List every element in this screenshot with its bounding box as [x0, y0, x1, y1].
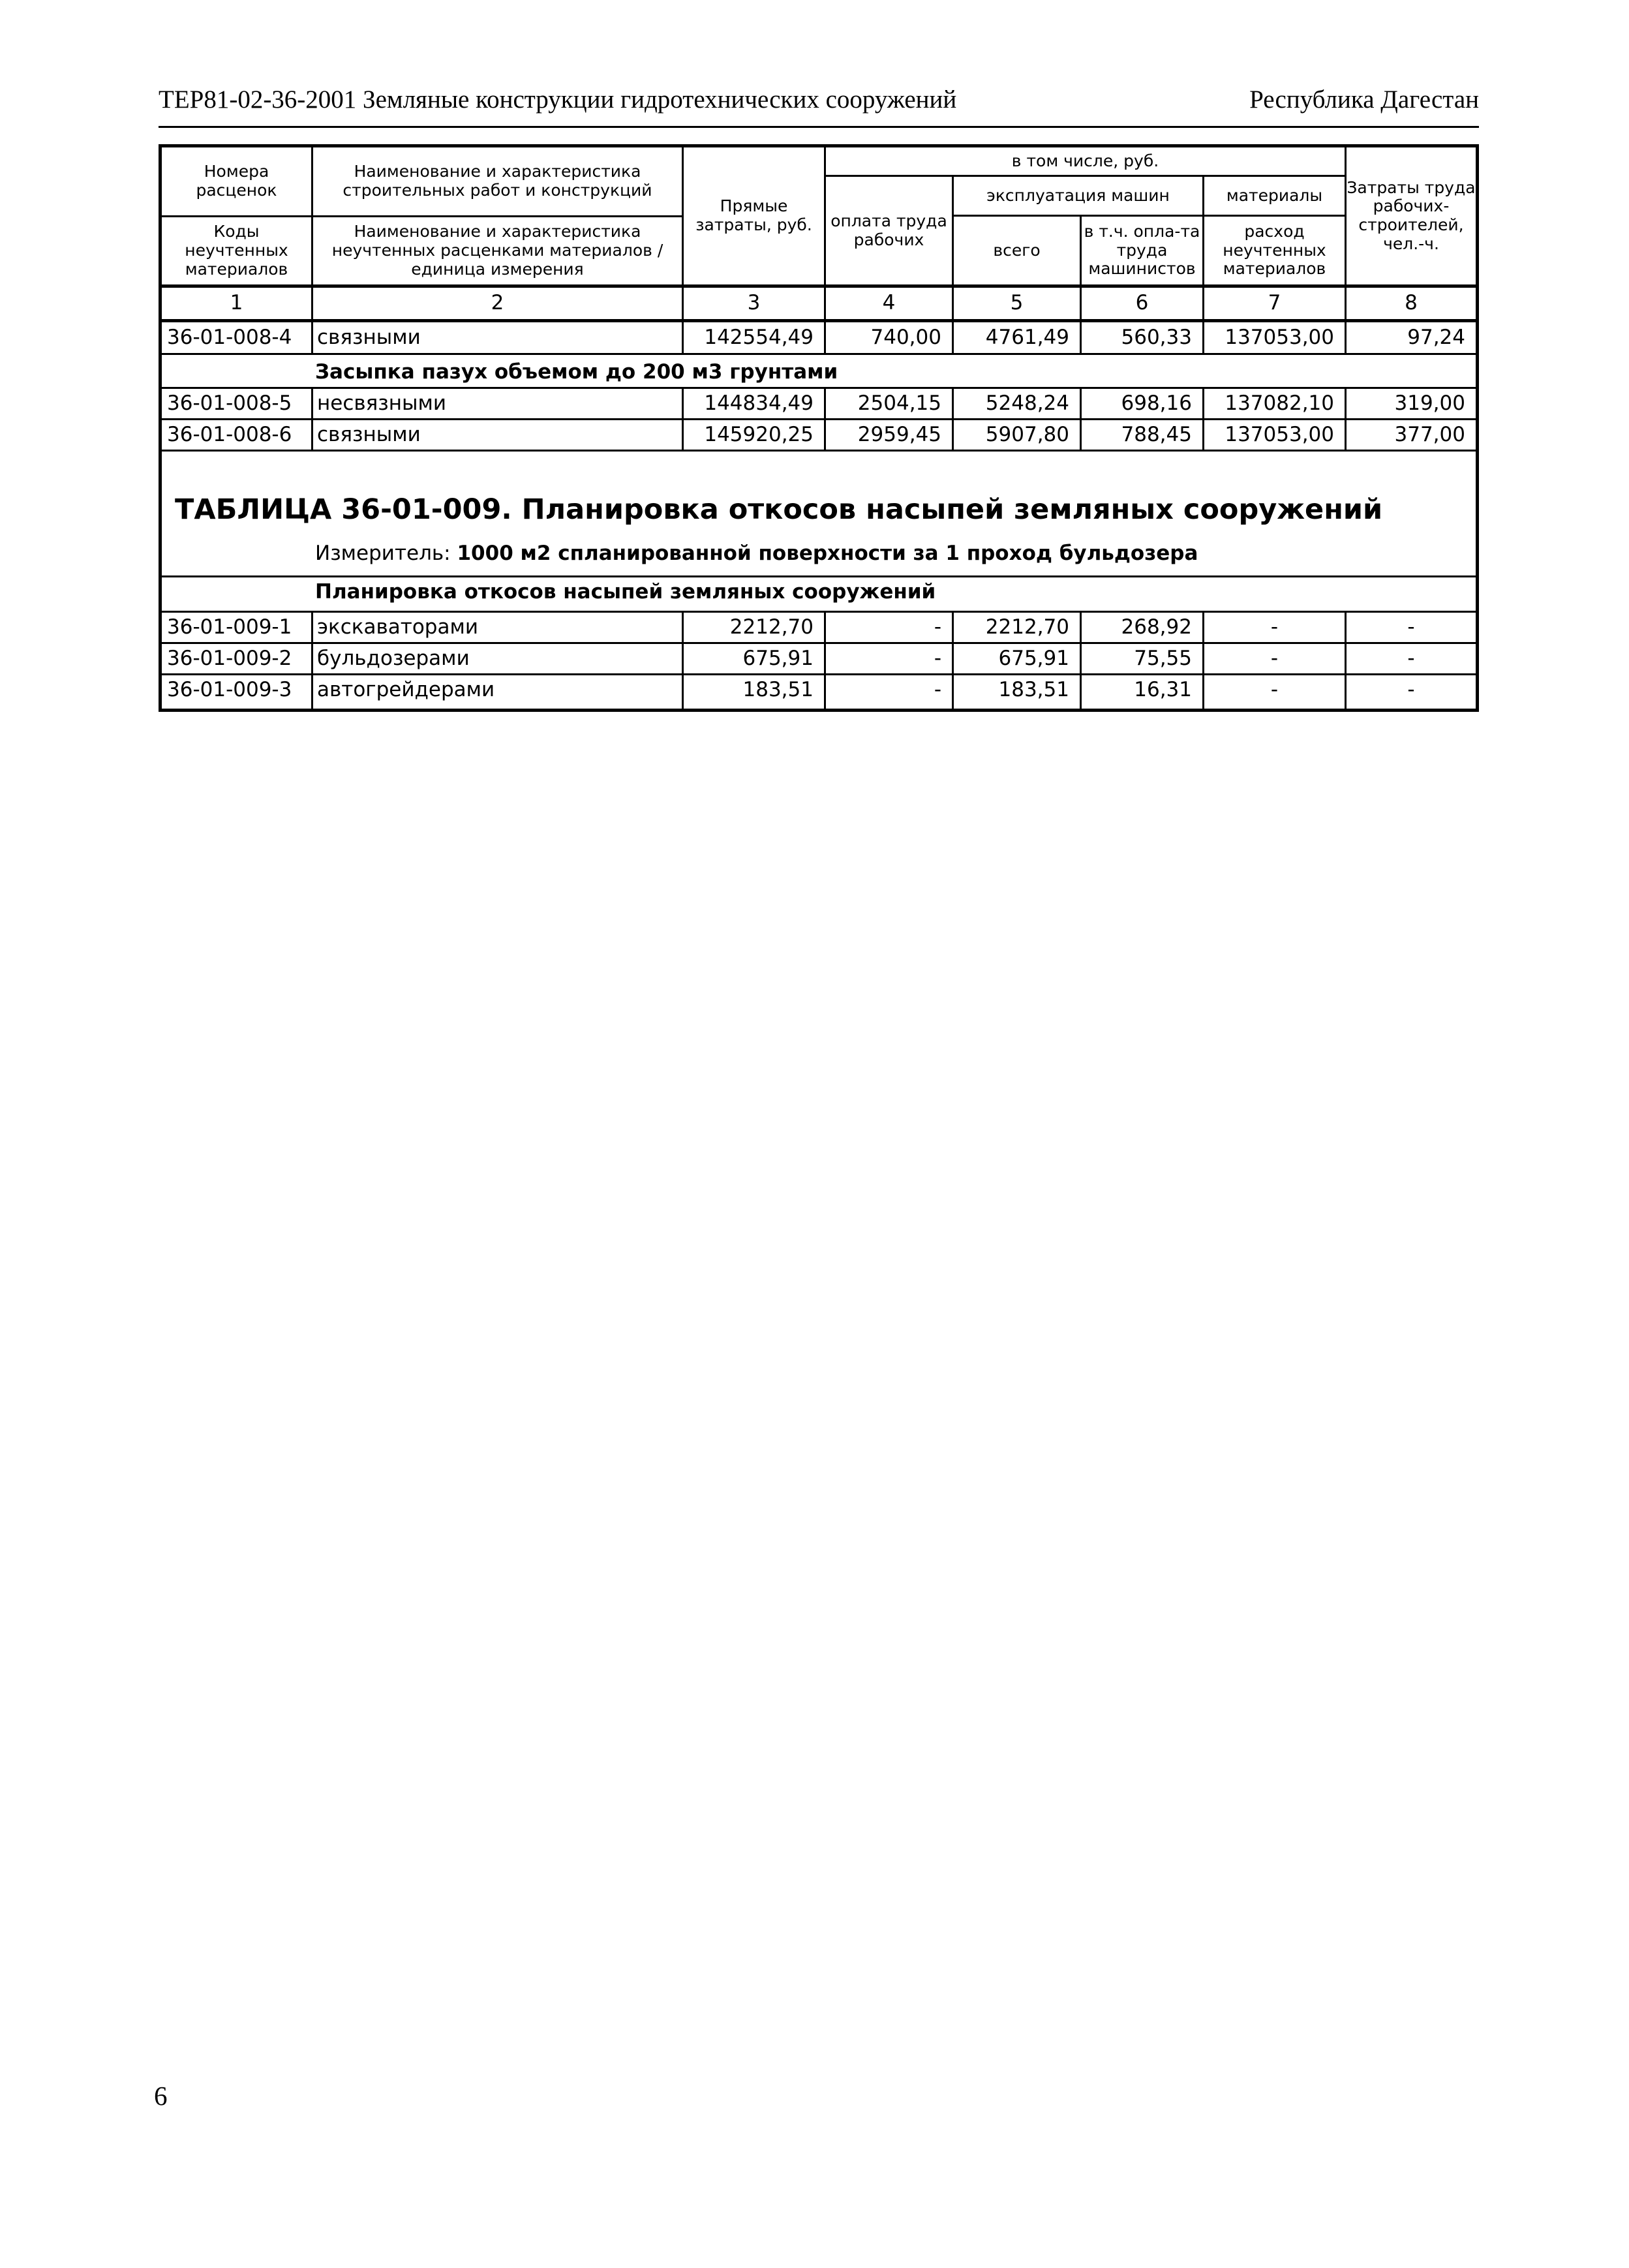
- column-number: 2: [491, 291, 504, 315]
- grid-line: [1202, 175, 1204, 353]
- th-machine-total: всего: [993, 240, 1041, 260]
- grid-line: [952, 611, 954, 709]
- rates-table: [159, 144, 1479, 712]
- wages: -: [934, 678, 941, 702]
- grid-line: [1202, 611, 1204, 709]
- work-name: автогрейдерами: [317, 678, 495, 702]
- direct-costs: 144834,49: [704, 391, 814, 415]
- unit-label: Измеритель:: [315, 542, 451, 566]
- document-title: ТЕР81-02-36-2001 Земляные конструкции гидротехнических сооружений: [159, 85, 957, 114]
- wages: 740,00: [870, 326, 941, 350]
- direct-costs: 2212,70: [729, 615, 814, 639]
- rate-code: 36-01-009-2: [167, 646, 292, 670]
- th-rate-numbers: Номера расценок: [196, 162, 277, 200]
- th-including: в том числе, руб.: [1011, 151, 1159, 170]
- materials: 137053,00: [1225, 422, 1334, 446]
- th-direct-costs: Прямые затраты, руб.: [695, 196, 812, 234]
- grid-line: [162, 642, 1476, 644]
- grid-line: [162, 319, 1476, 322]
- labor-costs: -: [1407, 646, 1415, 670]
- rate-code: 36-01-008-5: [167, 391, 292, 415]
- machines-total: 183,51: [998, 678, 1069, 702]
- machines-total: 4761,49: [985, 326, 1069, 350]
- unit-value: 1000 м2 спланированной поверхности за 1 проход бульдозера: [457, 542, 1198, 566]
- grid-line: [1080, 387, 1082, 450]
- page-header: [159, 85, 1479, 124]
- materials: 137053,00: [1225, 326, 1334, 350]
- work-name: связными: [317, 422, 421, 446]
- page-number: 6: [154, 2081, 168, 2111]
- grid-line: [162, 387, 1476, 389]
- grid-line: [311, 387, 313, 450]
- operators-wages: 16,31: [1134, 678, 1192, 702]
- grid-line: [1080, 611, 1082, 709]
- grid-line: [682, 147, 684, 353]
- machines-total: 675,91: [998, 646, 1069, 670]
- rate-code: 36-01-008-4: [167, 326, 292, 350]
- grid-line: [824, 387, 826, 450]
- rate-code: 36-01-009-3: [167, 678, 292, 702]
- machines-total: 5248,24: [985, 391, 1069, 415]
- group-title: Засыпка пазух объемом до 200 м3 грунтами: [315, 360, 838, 384]
- grid-line: [162, 353, 1476, 355]
- labor-costs: -: [1407, 615, 1415, 639]
- header-rule: [159, 126, 1479, 128]
- grid-line: [162, 450, 1476, 452]
- column-number: 8: [1405, 291, 1418, 315]
- grid-line: [682, 387, 684, 450]
- grid-line: [824, 175, 1347, 177]
- operators-wages: 268,92: [1121, 615, 1192, 639]
- th-codes: Коды неучтенных материалов: [185, 222, 288, 279]
- grid-line: [1345, 147, 1347, 353]
- work-name: бульдозерами: [317, 646, 470, 670]
- grid-line: [311, 611, 313, 709]
- column-number: 5: [1010, 291, 1024, 315]
- rate-code: 36-01-009-1: [167, 615, 292, 639]
- wages: -: [934, 615, 941, 639]
- grid-line: [1345, 611, 1347, 709]
- operators-wages: 75,55: [1134, 646, 1192, 670]
- labor-costs: 97,24: [1407, 326, 1465, 350]
- grid-line: [162, 215, 682, 217]
- machines-total: 2212,70: [985, 615, 1069, 639]
- grid-line: [1080, 215, 1082, 353]
- wages: 2504,15: [857, 391, 941, 415]
- grid-line: [162, 673, 1476, 675]
- operators-wages: 698,16: [1121, 391, 1192, 415]
- th-machine-operators-wages: в т.ч. опла-та труда машинистов: [1084, 221, 1200, 279]
- direct-costs: 675,91: [742, 646, 814, 670]
- th-machine-operation: эксплуатация машин: [986, 185, 1170, 205]
- operators-wages: 788,45: [1121, 422, 1192, 446]
- materials: -: [1270, 646, 1279, 670]
- column-number: 7: [1268, 291, 1281, 315]
- labor-costs: -: [1407, 678, 1415, 702]
- region-name: Республика Дагестан: [1249, 85, 1479, 114]
- th-materials-consumption: расход неучтенных материалов: [1223, 221, 1326, 279]
- machines-total: 5907,80: [985, 422, 1069, 446]
- grid-line: [162, 284, 1476, 288]
- work-name: экскаваторами: [317, 615, 479, 639]
- work-name: связными: [317, 326, 421, 350]
- grid-line: [952, 215, 1347, 217]
- th-name-top: Наименование и характеристика строительных работ и конструкций: [343, 162, 652, 200]
- rate-code: 36-01-008-6: [167, 422, 292, 446]
- direct-costs: 145920,25: [704, 422, 814, 446]
- column-number: 1: [230, 291, 243, 315]
- th-materials: материалы: [1226, 185, 1323, 205]
- grid-line: [1345, 387, 1347, 450]
- grid-line: [162, 611, 1476, 613]
- column-number: 3: [747, 291, 761, 315]
- grid-line: [952, 387, 954, 450]
- materials: 137082,10: [1225, 391, 1334, 415]
- grid-line: [682, 611, 684, 709]
- grid-line: [824, 611, 826, 709]
- materials: -: [1270, 678, 1279, 702]
- labor-costs: 319,00: [1394, 391, 1465, 415]
- th-name-bottom: Наименование и характеристика неучтенных расценками материалов / единица измерения: [331, 222, 663, 279]
- grid-line: [824, 147, 826, 353]
- wages: -: [934, 646, 941, 670]
- materials: -: [1270, 615, 1279, 639]
- work-name: несвязными: [317, 391, 447, 415]
- grid-line: [311, 147, 313, 353]
- grid-line: [162, 418, 1476, 420]
- th-wages: оплата труда рабочих: [830, 211, 947, 249]
- grid-line: [162, 575, 1476, 577]
- grid-line: [952, 175, 954, 353]
- column-number: 4: [882, 291, 896, 315]
- grid-line: [1202, 387, 1204, 450]
- th-labor-costs: Затраты труда рабочих-строителей, чел.-ч.: [1347, 177, 1476, 253]
- labor-costs: 377,00: [1394, 422, 1465, 446]
- column-number: 6: [1135, 291, 1149, 315]
- wages: 2959,45: [857, 422, 941, 446]
- table-heading: ТАБЛИЦА 36-01-009. Планировка откосов насыпей земляных сооружений: [175, 493, 1383, 527]
- direct-costs: 183,51: [742, 678, 814, 702]
- operators-wages: 560,33: [1121, 326, 1192, 350]
- direct-costs: 142554,49: [704, 326, 814, 350]
- unit-line: [315, 539, 1463, 569]
- group-title: Планировка откосов насыпей земляных сооружений: [315, 580, 936, 604]
